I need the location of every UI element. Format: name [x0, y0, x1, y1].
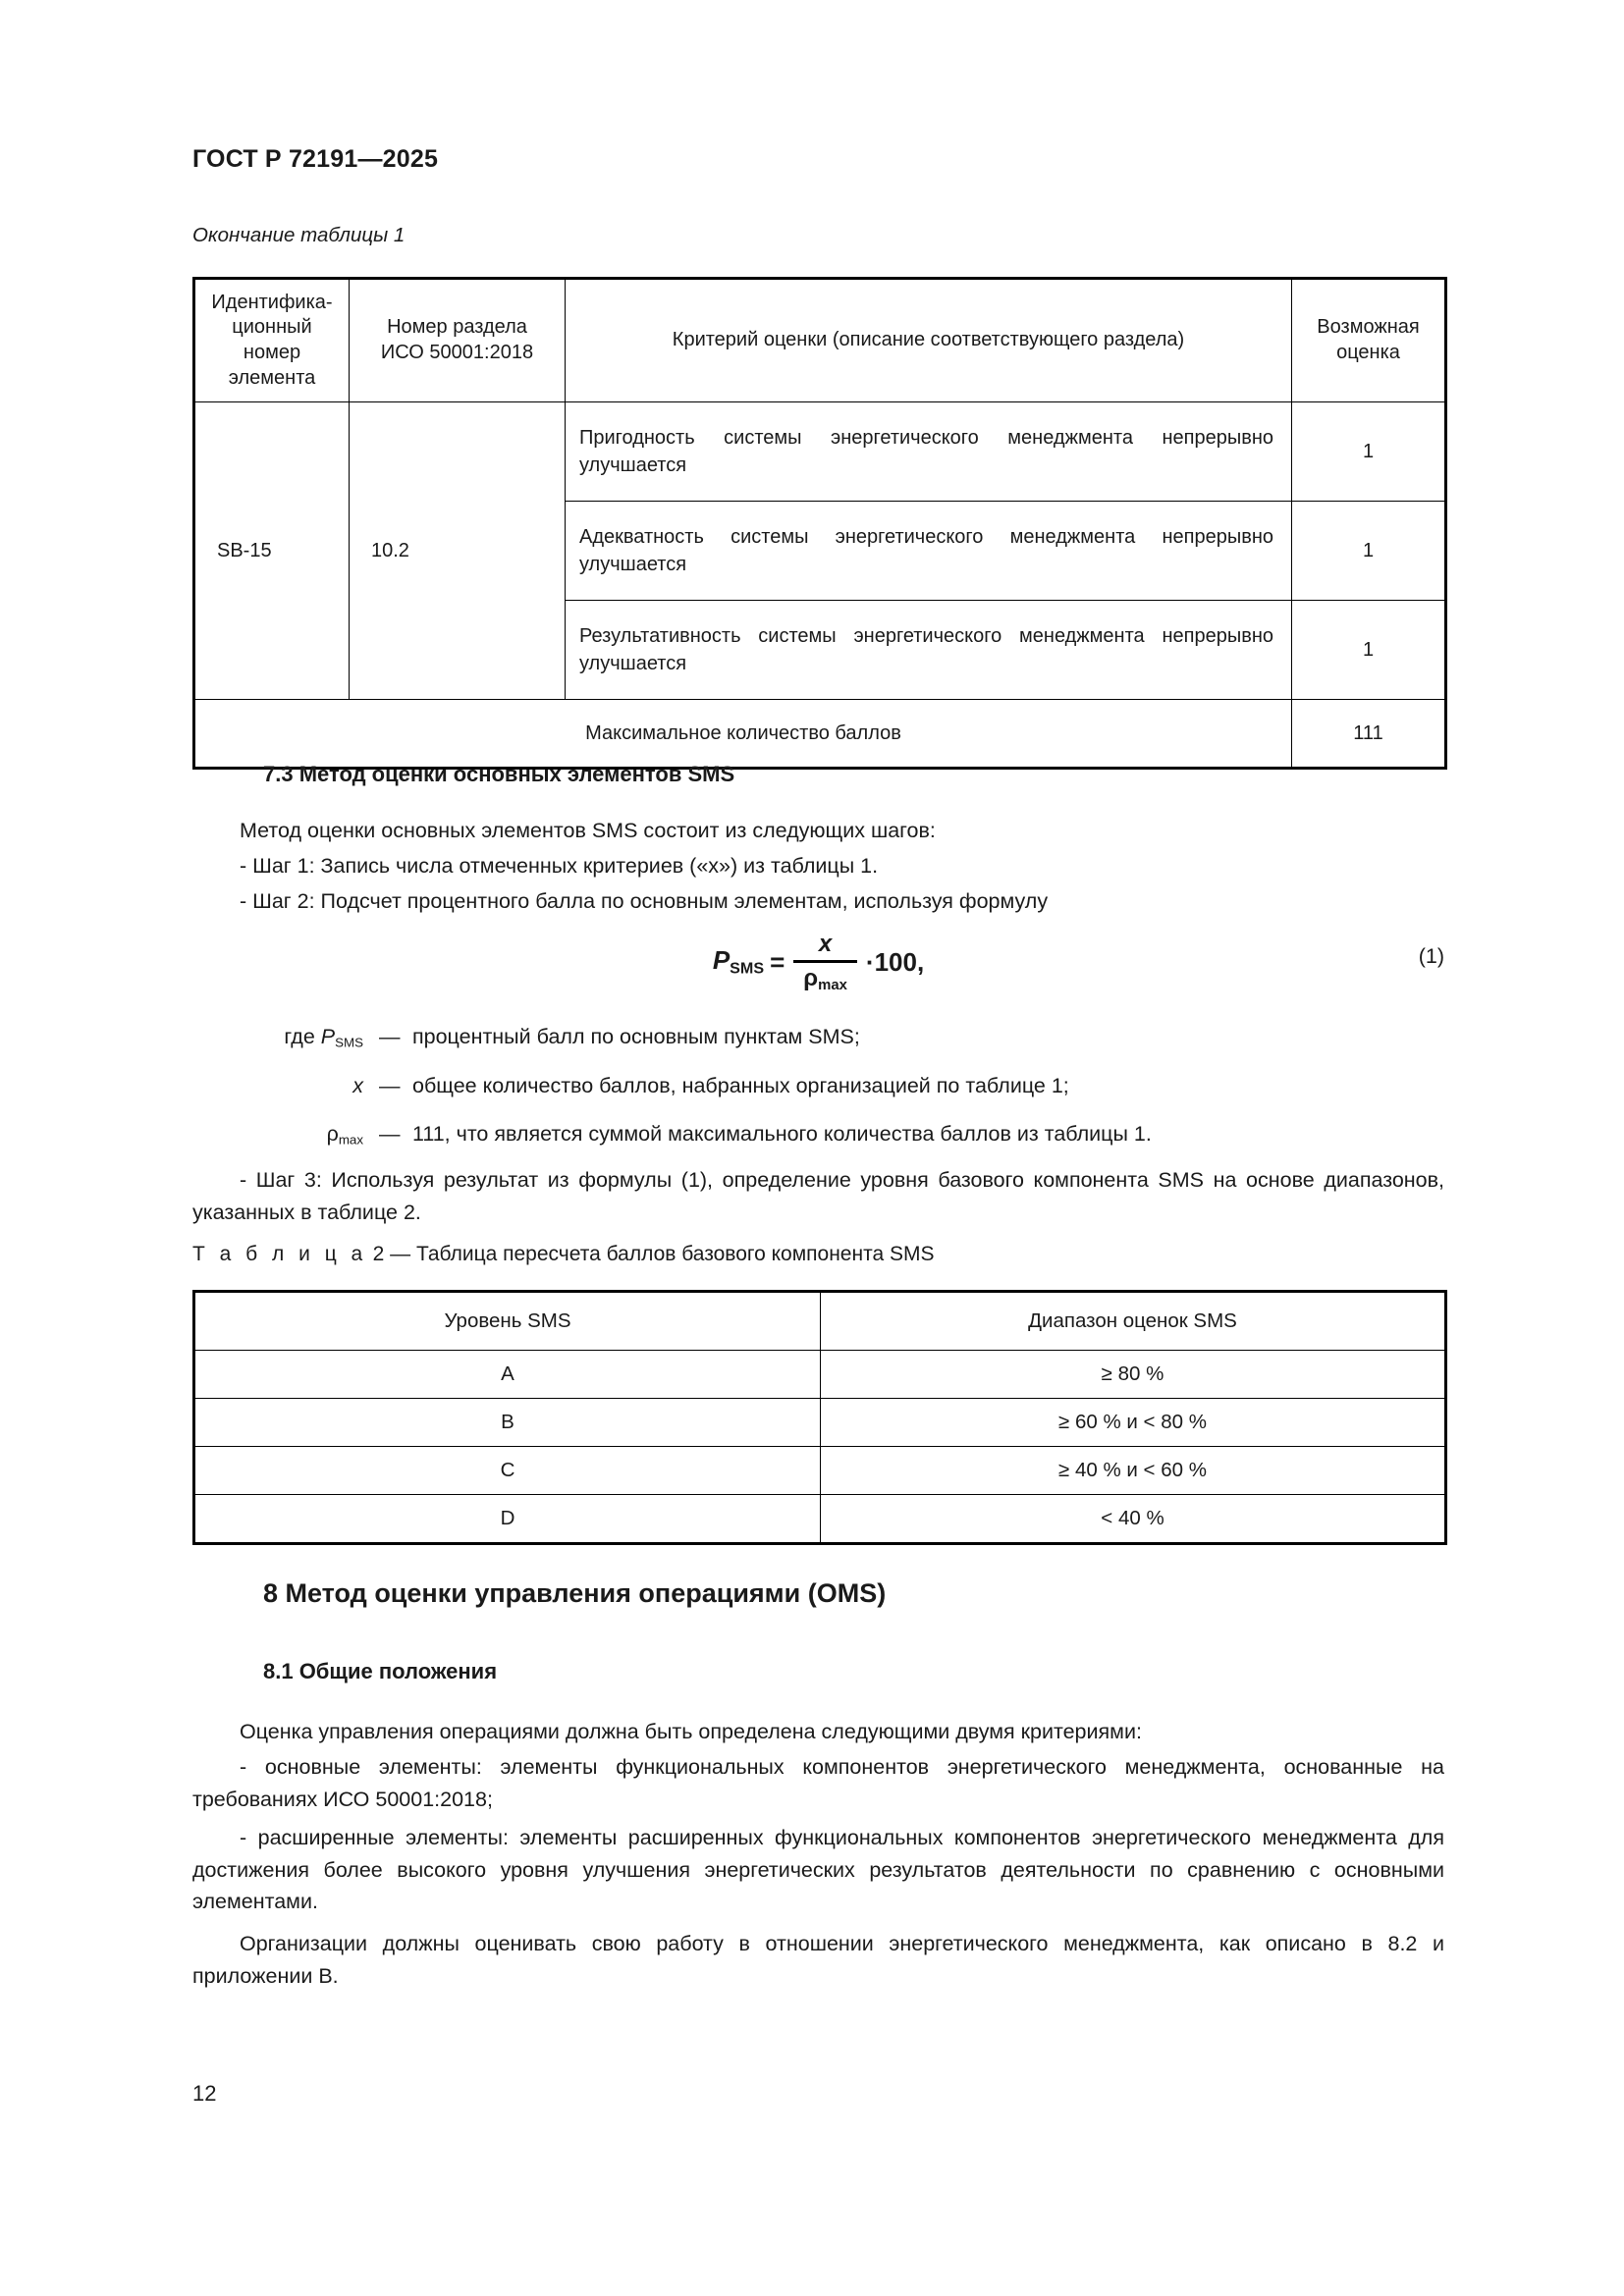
cell-element-id: SB-15	[194, 402, 350, 700]
where-text: общее количество баллов, набранных организацией по таблице 1;	[412, 1073, 1069, 1097]
criteria-table	[192, 277, 1447, 770]
header-cell-criterion: Критерий оценки (описание соответствующего раздела)	[566, 279, 1292, 402]
paragraph-8-1-2: - основные элементы: элементы функциональных компонентов энергетического менеджмента, основанные на требованиях ИСО 50001:2018;	[192, 1755, 1444, 1811]
header-score-line1: Возможная	[1317, 316, 1420, 339]
paragraph-7-3-intro: Метод оценки основных элементов SMS состоит из следующих шагов:	[240, 819, 936, 842]
cell-level: C	[194, 1447, 821, 1495]
table-row	[194, 1447, 1446, 1495]
cell-criterion: Результативность системы энергетического менеджмента непрерывно улучшается	[566, 601, 1292, 700]
paragraph-8-1-4: Организации должны оценивать свою работу в отношении энергетического менеджмента, как описано в 8.2 и приложении В.	[192, 1932, 1444, 1988]
table1-header-row	[194, 279, 1446, 402]
where-dash: —	[379, 1025, 401, 1048]
cell-total-value: 111	[1292, 700, 1446, 769]
cell-level: A	[194, 1351, 821, 1399]
header-id-line3: номер	[243, 342, 301, 363]
paragraph-step-3: - Шаг 3: Используя результат из формулы (1), определение уровня базового компонента SMS на основе диапазонов, указанных в таблице 2.	[192, 1168, 1444, 1224]
table2-caption-word: Т а б л и ц а	[192, 1243, 367, 1265]
table2-header-row	[194, 1292, 1446, 1351]
header-id-line4: элемента	[228, 366, 316, 389]
paragraph-step-1: - Шаг 1: Запись числа отмеченных критериев («х») из таблицы 1.	[240, 854, 879, 878]
cell-range: ≥ 60 % и < 80 %	[821, 1399, 1446, 1447]
where-symbol: где $P_{SMS}$	[284, 1025, 363, 1050]
header-section-line1: Номер раздела	[387, 316, 527, 339]
where-dash: —	[379, 1121, 401, 1146]
paragraph-step-2: - Шаг 2: Подсчет процентного балла по основным элементам, используя формулу	[240, 889, 1049, 913]
cell-score: 1	[1292, 402, 1446, 502]
header-id-line1: Идентифика-	[211, 291, 333, 313]
where-item	[192, 1118, 1444, 1150]
table2-caption-number: 2	[372, 1243, 385, 1265]
table-row	[194, 402, 1446, 502]
paragraph-8-1-3: - расширенные элементы: элементы расширенных функциональных компонентов энергетического менеджмента для достижения более высокого уровня улучшения энергетических результатов деятельности по сравнению с основными элементами.	[192, 1826, 1444, 1914]
header-score-line2: оценка	[1336, 342, 1400, 363]
table1-continuation-caption: Окончание таблицы 1	[192, 224, 406, 246]
cell-level: B	[194, 1399, 821, 1447]
table-row	[194, 1399, 1446, 1447]
cell-section-number: 10.2	[350, 402, 566, 700]
equation-number: (1)	[1418, 944, 1444, 968]
cell-score: 1	[1292, 502, 1446, 601]
header-cell-section-number	[350, 279, 566, 402]
header-id-line2: ционный	[232, 316, 312, 339]
formula-block	[192, 927, 1444, 997]
where-definitions	[192, 1021, 1444, 1167]
where-item	[192, 1070, 1444, 1101]
cell-range: ≥ 80 %	[821, 1351, 1446, 1399]
standard-header: ГОСТ Р 72191—2025	[192, 145, 439, 173]
where-symbol: $\rho_{max}$	[326, 1121, 363, 1148]
formula-fraction	[793, 931, 857, 993]
formula-left-subscript: SMS	[730, 959, 765, 978]
cell-total-label: Максимальное количество баллов	[194, 700, 1292, 769]
header-cell-sms-level: Уровень SMS	[194, 1292, 821, 1351]
header-cell-possible-score	[1292, 279, 1446, 402]
header-cell-sms-range: Диапазон оценок SMS	[821, 1292, 1446, 1351]
heading-8: 8 Метод оценки управления операциями (OMS)	[263, 1578, 887, 1608]
formula-left-symbol: $P_{SMS}$	[712, 945, 765, 978]
table-total-row	[194, 700, 1446, 769]
where-text: 111, что является суммой максимального количества баллов из таблицы 1.	[412, 1121, 1152, 1146]
cell-criterion: Адекватность системы энергетического менеджмента непрерывно улучшается	[566, 502, 1292, 601]
where-symbol: x	[352, 1073, 363, 1097]
table-row	[194, 1351, 1446, 1399]
heading-7-3: 7.3 Метод оценки основных элементов SMS	[263, 762, 735, 786]
cell-range: < 40 %	[821, 1495, 1446, 1544]
header-cell-element-id	[194, 279, 350, 402]
formula-numerator: x	[818, 930, 833, 957]
formula-psms	[713, 931, 924, 993]
table1-container	[192, 277, 1444, 770]
formula-denominator-subscript: max	[818, 978, 847, 994]
cell-range: ≥ 40 % и < 60 %	[821, 1447, 1446, 1495]
page-number: 12	[192, 2081, 217, 2106]
where-text: процентный балл по основным пунктам SMS;	[412, 1025, 860, 1048]
cell-level: D	[194, 1495, 821, 1544]
where-item	[192, 1021, 1444, 1053]
table2-caption	[192, 1243, 935, 1266]
table2-container	[192, 1290, 1444, 1545]
where-dash: —	[379, 1073, 401, 1097]
formula-denominator: $\rho_{max}$	[803, 964, 847, 994]
cell-score: 1	[1292, 601, 1446, 700]
sms-level-table	[192, 1290, 1447, 1545]
table-row	[194, 1495, 1446, 1544]
table2-caption-rest: — Таблица пересчета баллов базового компонента SMS	[390, 1243, 935, 1265]
paragraph-8-1-1: Оценка управления операциями должна быть определена следующими двумя критериями:	[240, 1720, 1142, 1743]
cell-criterion: Пригодность системы энергетического менеджмента непрерывно улучшается	[566, 402, 1292, 502]
formula-multiplier: ·100,	[865, 946, 925, 977]
formula-equals: =	[770, 946, 785, 977]
heading-8-1: 8.1 Общие положения	[263, 1659, 498, 1683]
header-section-line2: ИСО 50001:2018	[380, 342, 534, 363]
